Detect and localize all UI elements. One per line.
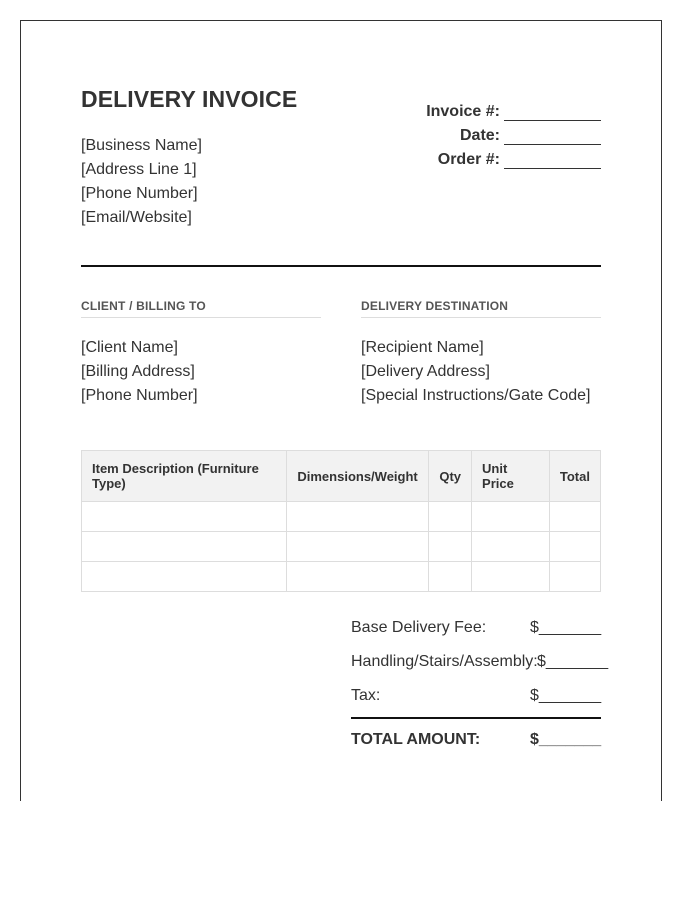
delivery-address: [Delivery Address]	[361, 363, 490, 380]
business-email: [Email/Website]	[81, 209, 192, 226]
cell-description[interactable]	[82, 562, 287, 592]
table-row	[82, 502, 601, 532]
base-delivery-fee-label: Base Delivery Fee:	[351, 619, 487, 636]
invoice-meta	[301, 97, 601, 169]
handling-value[interactable]: $_______	[537, 653, 609, 670]
business-info	[81, 134, 202, 230]
billing-lines	[81, 336, 321, 408]
cell-qty[interactable]	[429, 562, 472, 592]
invoice-page	[20, 20, 662, 801]
date-label: Date:	[459, 127, 500, 144]
table-row	[82, 532, 601, 562]
invoice-number-label: Invoice #:	[426, 103, 500, 120]
total-value[interactable]: $_______	[530, 731, 602, 748]
header-total: Total	[549, 451, 600, 502]
cell-qty[interactable]	[429, 532, 472, 562]
invoice-number-field[interactable]	[504, 103, 601, 121]
date-row	[301, 121, 601, 145]
client-phone: [Phone Number]	[81, 387, 198, 404]
tax-row	[351, 681, 601, 715]
header-divider	[81, 265, 601, 267]
tax-label: Tax:	[351, 687, 381, 704]
totals-summary	[351, 613, 609, 759]
cell-unit-price[interactable]	[472, 562, 550, 592]
cell-unit-price[interactable]	[472, 532, 550, 562]
base-delivery-fee-row	[351, 613, 601, 647]
cell-unit-price[interactable]	[472, 502, 550, 532]
total-label: TOTAL AMOUNT:	[351, 731, 481, 748]
order-number-field[interactable]	[504, 151, 601, 169]
handling-label: Handling/Stairs/Assembly:	[351, 653, 538, 670]
cell-qty[interactable]	[429, 502, 472, 532]
order-number-row	[301, 145, 601, 169]
header-dimensions-weight: Dimensions/Weight	[287, 451, 429, 502]
header-qty: Qty	[429, 451, 472, 502]
header-item-description: Item Description (Furniture Type)	[82, 451, 287, 502]
table-row	[82, 562, 601, 592]
cell-dimensions[interactable]	[287, 562, 429, 592]
invoice-number-row	[301, 97, 601, 121]
business-address: [Address Line 1]	[81, 161, 197, 178]
order-number-label: Order #:	[437, 151, 500, 168]
cell-description[interactable]	[82, 502, 287, 532]
items-table	[81, 450, 601, 592]
total-row	[351, 719, 601, 759]
recipient-name: [Recipient Name]	[361, 339, 484, 356]
special-instructions: [Special Instructions/Gate Code]	[361, 387, 591, 404]
delivery-section	[361, 299, 601, 408]
delivery-heading: DELIVERY DESTINATION	[361, 299, 601, 318]
client-name: [Client Name]	[81, 339, 178, 356]
handling-row	[351, 647, 609, 681]
table-header-row	[82, 451, 601, 502]
invoice-title: DELIVERY INVOICE	[81, 86, 298, 112]
billing-section	[81, 299, 321, 408]
business-name: [Business Name]	[81, 137, 202, 154]
delivery-lines	[361, 336, 601, 408]
billing-heading: CLIENT / BILLING TO	[81, 299, 321, 318]
tax-value[interactable]: $_______	[530, 687, 602, 704]
header-unit-price: Unit Price	[472, 451, 550, 502]
cell-dimensions[interactable]	[287, 502, 429, 532]
cell-description[interactable]	[82, 532, 287, 562]
billing-address: [Billing Address]	[81, 363, 195, 380]
cell-total[interactable]	[549, 562, 600, 592]
business-phone: [Phone Number]	[81, 185, 198, 202]
date-field[interactable]	[504, 127, 601, 145]
cell-total[interactable]	[549, 502, 600, 532]
base-delivery-fee-value[interactable]: $_______	[530, 619, 602, 636]
cell-total[interactable]	[549, 532, 600, 562]
cell-dimensions[interactable]	[287, 532, 429, 562]
